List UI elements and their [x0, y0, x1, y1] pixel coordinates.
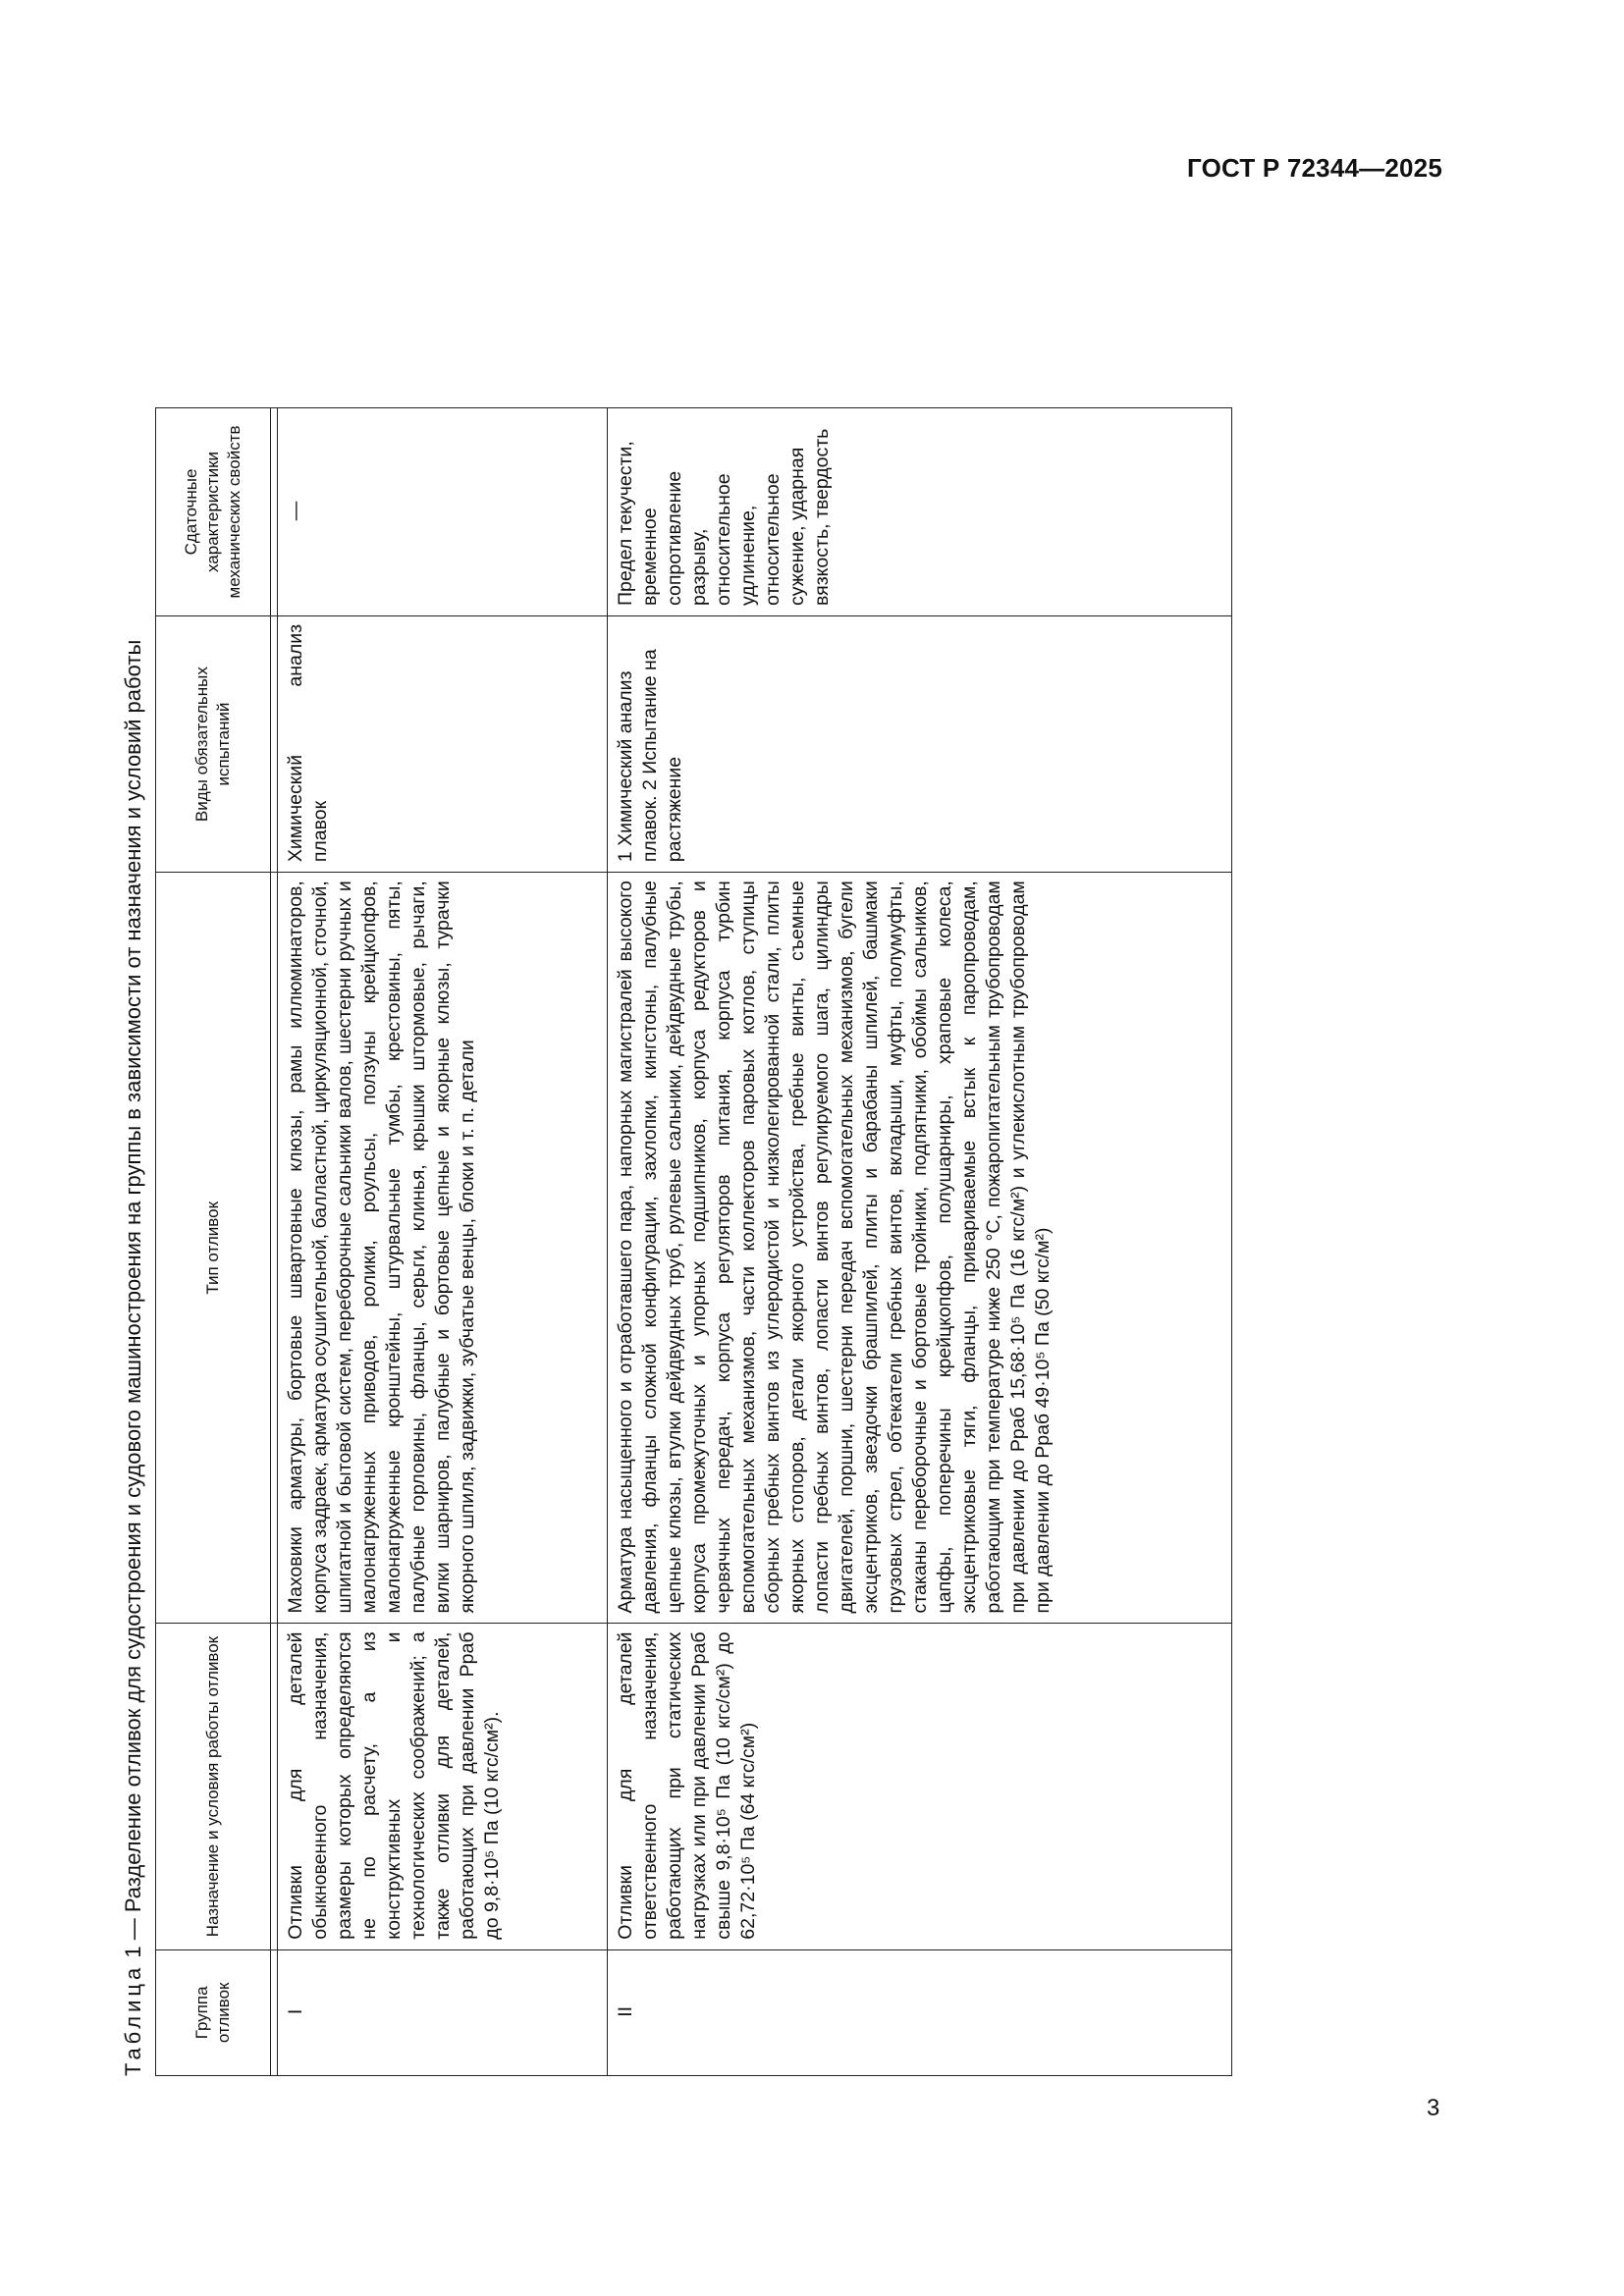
table-row: [278, 408, 608, 2076]
header-group: Группа отливок: [156, 1949, 271, 2075]
cell-group: II: [608, 1949, 1232, 2075]
header-tests: Виды обязательных испытаний: [156, 615, 271, 872]
cell-tests: Химический анализ плавок: [278, 615, 608, 872]
table-caption: [106, 407, 161, 2076]
cell-purpose: Отливки для деталей обыкновенного назначения, размеры которых определяются не по расчету, а из конструктивных и технологических соображений; а также отливки для деталей, работающих при давлении Pраб до 9,8·10⁵ Па (10 кгс/см²).: [278, 1624, 608, 1949]
cell-group: I: [278, 1949, 608, 2075]
cell-type: Маховики арматуры, бортовые швартовные клюзы, рамы иллюминаторов, корпуса задраек, арматура осушительной, балластной, циркуляционной, сточной, шпигатной и бытовой систем, переборочные сальники валов, шестерни ручных и малонагруженных приводов, ролики, роульсы, ползуны крейцкопфов, малонагруженные кронштейны, штурвальные тумбы, крестовины, пяты, палубные горловины, фланцы, серьги, клинья, крышки штормовые, рычаги, вилки шарниров, палубные и бортовые цепные и якорные клюзы, турачки якорного шпиля, задвижки, зубчатые венцы, блоки и т. п. детали: [278, 873, 608, 1624]
page-number: 3: [1427, 2095, 1440, 2121]
cell-purpose: Отливки для деталей ответственного назначения, работающих при статических нагрузках или при давлении Pраб свыше 9,8·10⁵ Па (10 кгс/см²) до 62,72·10⁵ Па (64 кгс/см²): [608, 1624, 1232, 1949]
castings-groups-table: [155, 407, 1232, 2076]
rotated-table-region: [106, 407, 1265, 2076]
table-caption-text: 1 — Разделение отливок для судостроения и судового машиностроения на группы в зависимости от назначения и условий работы: [121, 639, 145, 1958]
cell-props: —: [278, 408, 608, 616]
cell-type: Арматура насыщенного и отработавшего пара, напорных магистралей высокого давления, фланцы сложной конфигурации, захлопки, кингстоны, палубные цепные клюзы, втулки дейдвудных труб, рулевые сальники, дейдвудные трубы, корпуса промежуточных и упорных подшипников, корпуса редукторов и червячных передач, корпуса регуляторов питания, корпуса турбин вспомогательных механизмов, части коллекторов паровых котлов, ступицы сборных гребных винтов из углеродистой и низколегированной стали, плиты якорных стопоров, детали якорного устройства, гребные винты, съемные лопасти гребных винтов, лопасти винтов регулируемого шага, цилиндры двигателей, поршни, шестерни передач вспомогательных механизмов, бугели эксцентриков, звездочки брашпилей, плиты и барабаны шпилей, башмаки грузовых стрел, обтекатели гребных винтов, вкладыши, муфты, полумуфты, стаканы переборочные и бортовые тройники, подпятники, обоймы сальников, цапфы, поперечины крейцкопфов, полушарниры, храповые колеса, эксцентриковые тяги, фланцы, привариваемые встык к паропроводам, работающим при температуре ниже 250 °С, пожаропитательным трубопроводам при давлении до Pраб 15,68·10⁵ Па (16 кгс/м²) и углекислотным трубопроводам при давлении до Pраб 49·10⁵ Па (50 кгс/м²): [608, 873, 1232, 1624]
document-code: ГОСТ Р 72344—2025: [1187, 153, 1442, 183]
header-type: Тип отливок: [156, 873, 271, 1624]
header-gap-row: [271, 408, 278, 2076]
cell-tests: 1 Химический анализ плавок. 2 Испытание на растяжение: [608, 615, 1232, 872]
header-props: Сдаточные характеристики механических свойств: [156, 408, 271, 616]
table-caption-lead: Таблица: [121, 1963, 145, 2076]
header-purpose: Назначение и условия работы отливок: [156, 1624, 271, 1949]
cell-props: Предел текучести, временное сопротивление разрыву, относительное удлинение, относительное сужение, ударная вязкость, твердость: [608, 408, 1232, 616]
table-header-row: [156, 408, 271, 2076]
table-row: [608, 408, 1232, 2076]
